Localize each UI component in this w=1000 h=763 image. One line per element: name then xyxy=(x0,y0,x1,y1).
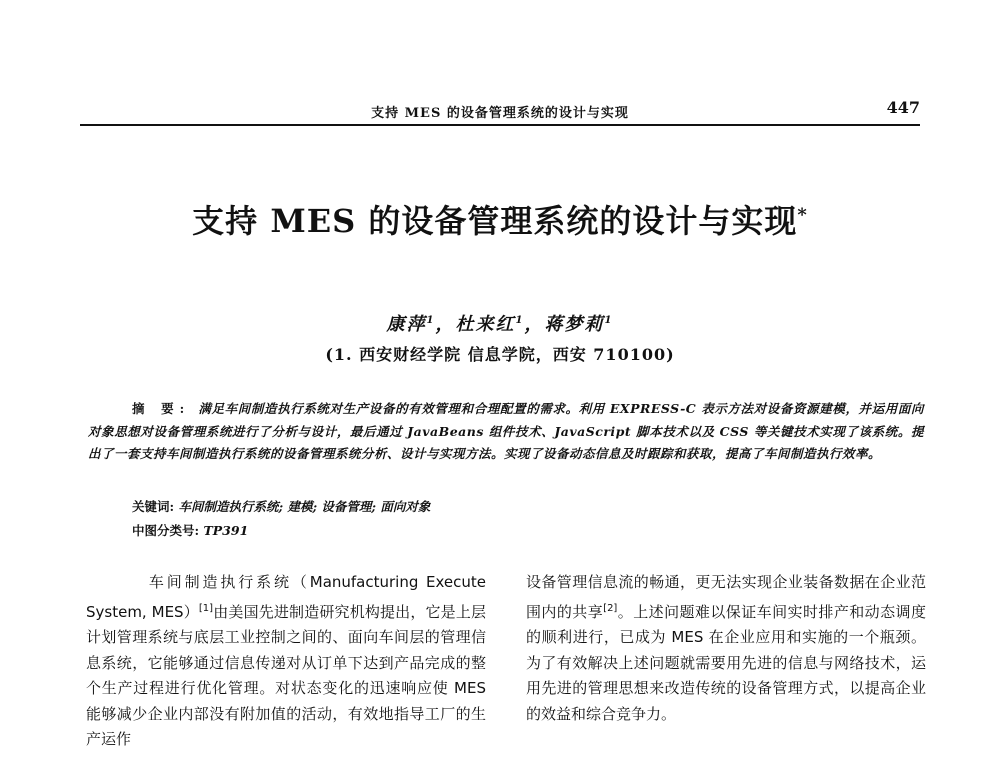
body-text: 。上述问题难以保证车间实时排产和动态调度的顺利进行，已成为 MES 在企业应用和实施的一个瓶颈。为了有效解决上述问题就需要用先进的信息与网络技术，运用先进的管理思想来改造传统的设备管理方式，以提高企业的效益和综合竞争力。 xyxy=(526,602,926,723)
author-affiliation-mark: 1 xyxy=(426,315,436,326)
body-column-right xyxy=(526,570,926,727)
body-column-left xyxy=(86,570,486,753)
author-name: 康萍 xyxy=(386,314,427,335)
affiliation: (1. 西安财经学院 信息学院，西安 710100) xyxy=(325,345,675,364)
author-affiliation-mark: 1 xyxy=(604,315,614,326)
classification xyxy=(132,521,248,539)
citation-mark: [2] xyxy=(603,602,618,614)
title-footnote-mark: * xyxy=(797,204,808,226)
body-text: 设备管理信息流的畅通，更无法实现企业装备数据在企业范围内的共享 xyxy=(526,573,926,621)
author-name: 杜来红 xyxy=(455,314,516,335)
keywords-label: 关键词: xyxy=(132,499,175,514)
classification-label: 中图分类号: xyxy=(132,523,200,538)
abstract-text: 满足车间制造执行系统对生产设备的有效管理和合理配置的需求。利用 EXPRESS-C 表示方法对设备资源建模，并运用面向对象思想对设备管理系统进行了分析与设计，最后通过 JavaBeans 组件技术、JavaScript 脚本技术以及 CSS 等关键技术实现了该系统。提出了一套支持车间制造执行系统的设备管理系统分析、设计与实现方法。实现了设备动态信息及时跟踪和获取，提高了车间制造执行效率。 xyxy=(88,401,925,461)
author-separator: ， xyxy=(435,314,456,335)
page-number: 447 xyxy=(886,98,920,117)
author-list xyxy=(0,310,1000,336)
abstract xyxy=(88,398,924,466)
running-head-title: 支持 MES 的设备管理系统的设计与实现 xyxy=(371,106,629,121)
citation-mark: [1] xyxy=(198,602,214,614)
author-name: 蒋梦莉 xyxy=(544,314,605,335)
running-head xyxy=(80,98,920,126)
keywords-text: 车间制造执行系统; 建模; 设备管理; 面向对象 xyxy=(178,499,431,514)
article-title-text: 支持 MES 的设备管理系统的设计与实现 xyxy=(192,202,798,240)
author-affiliation-mark: 1 xyxy=(515,315,525,326)
body-text: 由美国先进制造研究机构提出，它是上层计划管理系统与底层工业控制之间的、面向车间层的管理信息系统，它能够通过信息传递对从订单下达到产品完成的整个生产过程进行优化管理。对状态变化的迅速响应使 MES 能够减少企业内部没有附加值的活动，有效地指导工厂的生产运作 xyxy=(86,602,486,748)
author-separator: ， xyxy=(524,314,545,335)
abstract-label: 摘 要: xyxy=(132,401,191,416)
classification-code: TP391 xyxy=(203,523,249,538)
body-text: 车间制造执行系统（Manufacturing Execute System, MES） xyxy=(86,573,486,621)
keywords xyxy=(132,497,430,515)
article-title xyxy=(0,196,1000,242)
